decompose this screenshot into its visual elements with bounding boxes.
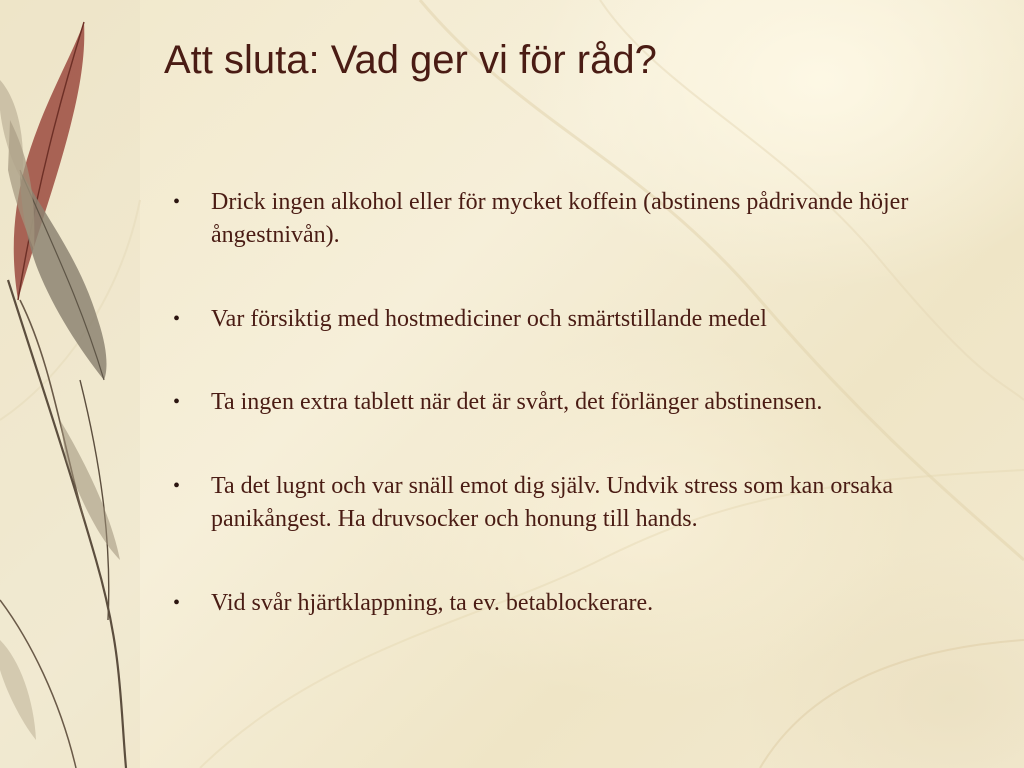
bullet-icon: • (173, 191, 181, 213)
list-item (170, 470, 980, 536)
list-item (170, 386, 980, 419)
list-item (170, 587, 980, 620)
bullet-text: Vid svår hjärtklappning, ta ev. betablockerare. (211, 590, 654, 616)
list-item (170, 186, 980, 252)
bullet-text: Drick ingen alkohol eller för mycket koffein (abstinens pådrivande höjer ångestnivån). (211, 189, 909, 248)
bullet-icon: • (173, 308, 181, 330)
bullet-text: Var försiktig med hostmediciner och smärtstillande medel (211, 306, 767, 332)
bullet-icon: • (173, 592, 181, 614)
bullet-text: Ta ingen extra tablett när det är svårt, det förlänger abstinensen. (211, 389, 823, 415)
bullet-icon: • (173, 391, 181, 413)
bullet-text: Ta det lugnt och var snäll emot dig själv. Undvik stress som kan orsaka panikångest. Ha druvsocker och honung till hands. (211, 473, 893, 532)
dried-leaves-branch-icon (0, 0, 140, 768)
slide-title: Att sluta: Vad ger vi för råd? (164, 38, 657, 82)
list-item (170, 303, 980, 336)
bullet-icon: • (173, 475, 181, 497)
bullet-list (170, 186, 980, 670)
